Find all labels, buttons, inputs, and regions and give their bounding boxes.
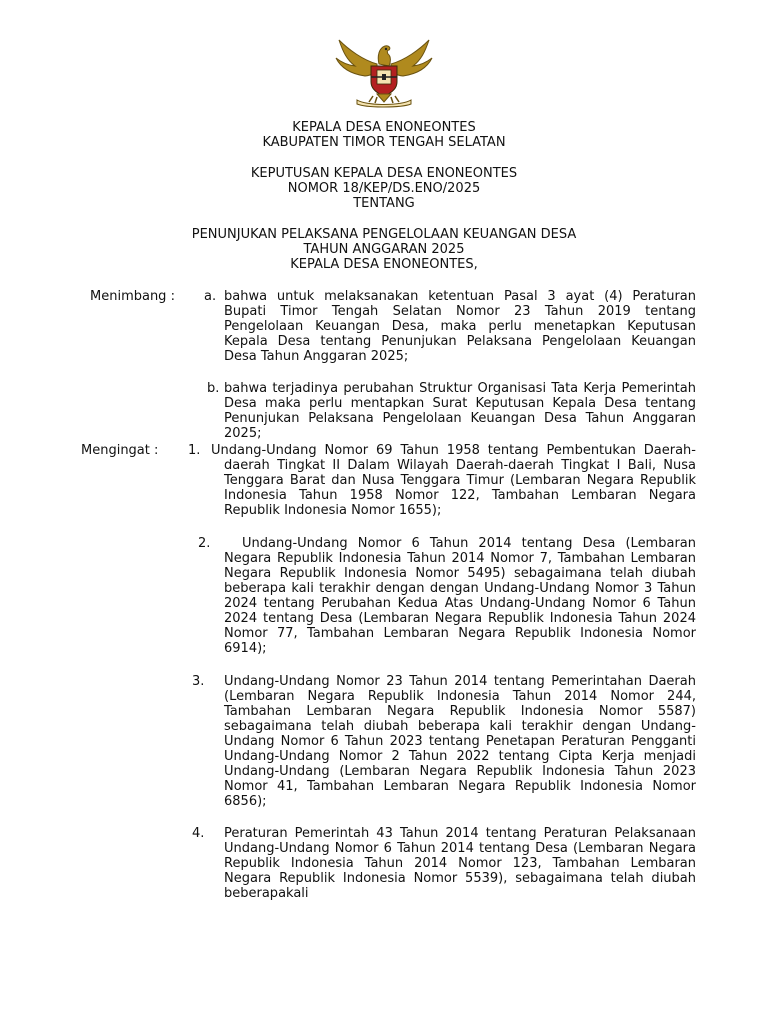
subject-line-2: TAHUN ANGGARAN 2025 xyxy=(303,242,465,257)
subject-line-1: PENUNJUKAN PELAKSANA PENGELOLAAN KEUANGAN DESA xyxy=(191,227,577,242)
garuda-emblem-icon xyxy=(333,34,435,108)
mengingat-item-1-text: Undang-Undang Nomor 69 Tahun 1958 tentang Pembentukan Daerah-daerah Tingkat II Dalam Wilayah Daerah-daerah Tingkat I Bali, Nusa Tenggara Barat dan Nusa Tenggara Timur (Lembaran Negara Republik Indonesia Tahun 1958 Nomor 122, Tambahan Lembaran Negara Republik Indonesia Nomor 1655); xyxy=(211,443,696,518)
menimbang-a-marker: a. xyxy=(204,289,217,304)
decree-title: KEPUTUSAN KEPALA DESA ENONEONTES xyxy=(250,166,518,181)
menimbang-b-marker: b. xyxy=(207,381,220,396)
mengingat-item-2-text: Undang-Undang Nomor 6 Tahun 2014 tentang Desa (Lembaran Negara Republik Indonesia Tahun 2014 Nomor 7, Tambahan Lembaran Negara Republik Indonesia Nomor 5495) sebagaimana telah diubah beberapa kali terakhir dengan dengan Undang-Undang Nomor 3 Tahun 2024 tentang Perubahan Kedua Atas Undang-Undang Nomor 6 Tahun 2024 tentang Desa (Lembaran Negara Republik Indonesia Tahun 2024 Nomor 77, Tambahan Lembaran Negara Republik Indonesia Nomor 6914); xyxy=(224,536,696,656)
decree-number: NOMOR 18/KEP/DS.ENO/2025 xyxy=(287,181,481,196)
mengingat-item-1-marker: 1. xyxy=(188,443,201,458)
mengingat-item-4-marker: 4. xyxy=(192,826,205,841)
subject-line-3: KEPALA DESA ENONEONTES, xyxy=(290,257,478,272)
header-line-2: KABUPATEN TIMOR TENGAH SELATAN xyxy=(262,135,506,150)
mengingat-item-3-text: Undang-Undang Nomor 23 Tahun 2014 tentang Pemerintahan Daerah (Lembaran Negara Republik Indonesia Tahun 2014 Nomor 244, Tambahan Lembaran Negara Republik Indonesia Nomor 5587) sebagaimana telah diubah beberapa kali terakhir dengan Undang-Undang Nomor 6 Tahun 2023 tentang Penetapan Peraturan Pengganti Undang-Undang Nomor 2 Tahun 2022 tentang Cipta Kerja menjadi Undang-Undang (Lembaran Negara Republik Indonesia Tahun 2023 Nomor 41, Tambahan Lembaran Negara Republik Indonesia Nomor 6856); xyxy=(224,674,696,809)
menimbang-b-text: bahwa terjadinya perubahan Struktur Organisasi Tata Kerja Pemerintah Desa maka perlu mentapkan Surat Keputusan Kepala Desa tentang Penunjukan Pelaksana Pengelolaan Keuangan Desa Tahun Anggaran 2025; xyxy=(224,381,696,441)
mengingat-item-4-text: Peraturan Pemerintah 43 Tahun 2014 tentang Peraturan Pelaksanaan Undang-Undang Nomor 6 Tahun 2014 tentang Desa (Lembaran Negara Republik Indonesia Tahun 2014 Nomor 123, Tambahan Lembaran Negara Republik Indonesia Nomor 5539), sebagaimana telah diubah beberapakali xyxy=(224,826,696,901)
menimbang-a-text: bahwa untuk melaksanakan ketentuan Pasal 3 ayat (4) Peraturan Bupati Timor Tengah Selatan Nomor 23 Tahun 2019 tentang Pengelolaan Keuangan Desa, maka perlu menetapkan Keputusan Kepala Desa tentang Penunjukan Pelaksana Pengelolaan Keuangan Desa Tahun Anggaran 2025; xyxy=(224,289,696,364)
header-line-1: KEPALA DESA ENONEONTES xyxy=(292,120,476,135)
mengingat-item-2-marker: 2. xyxy=(198,536,211,551)
mengingat-item-3-marker: 3. xyxy=(192,674,205,689)
decree-about: TENTANG xyxy=(353,196,415,211)
mengingat-label: Mengingat : xyxy=(81,443,159,458)
menimbang-label: Menimbang : xyxy=(90,289,175,304)
